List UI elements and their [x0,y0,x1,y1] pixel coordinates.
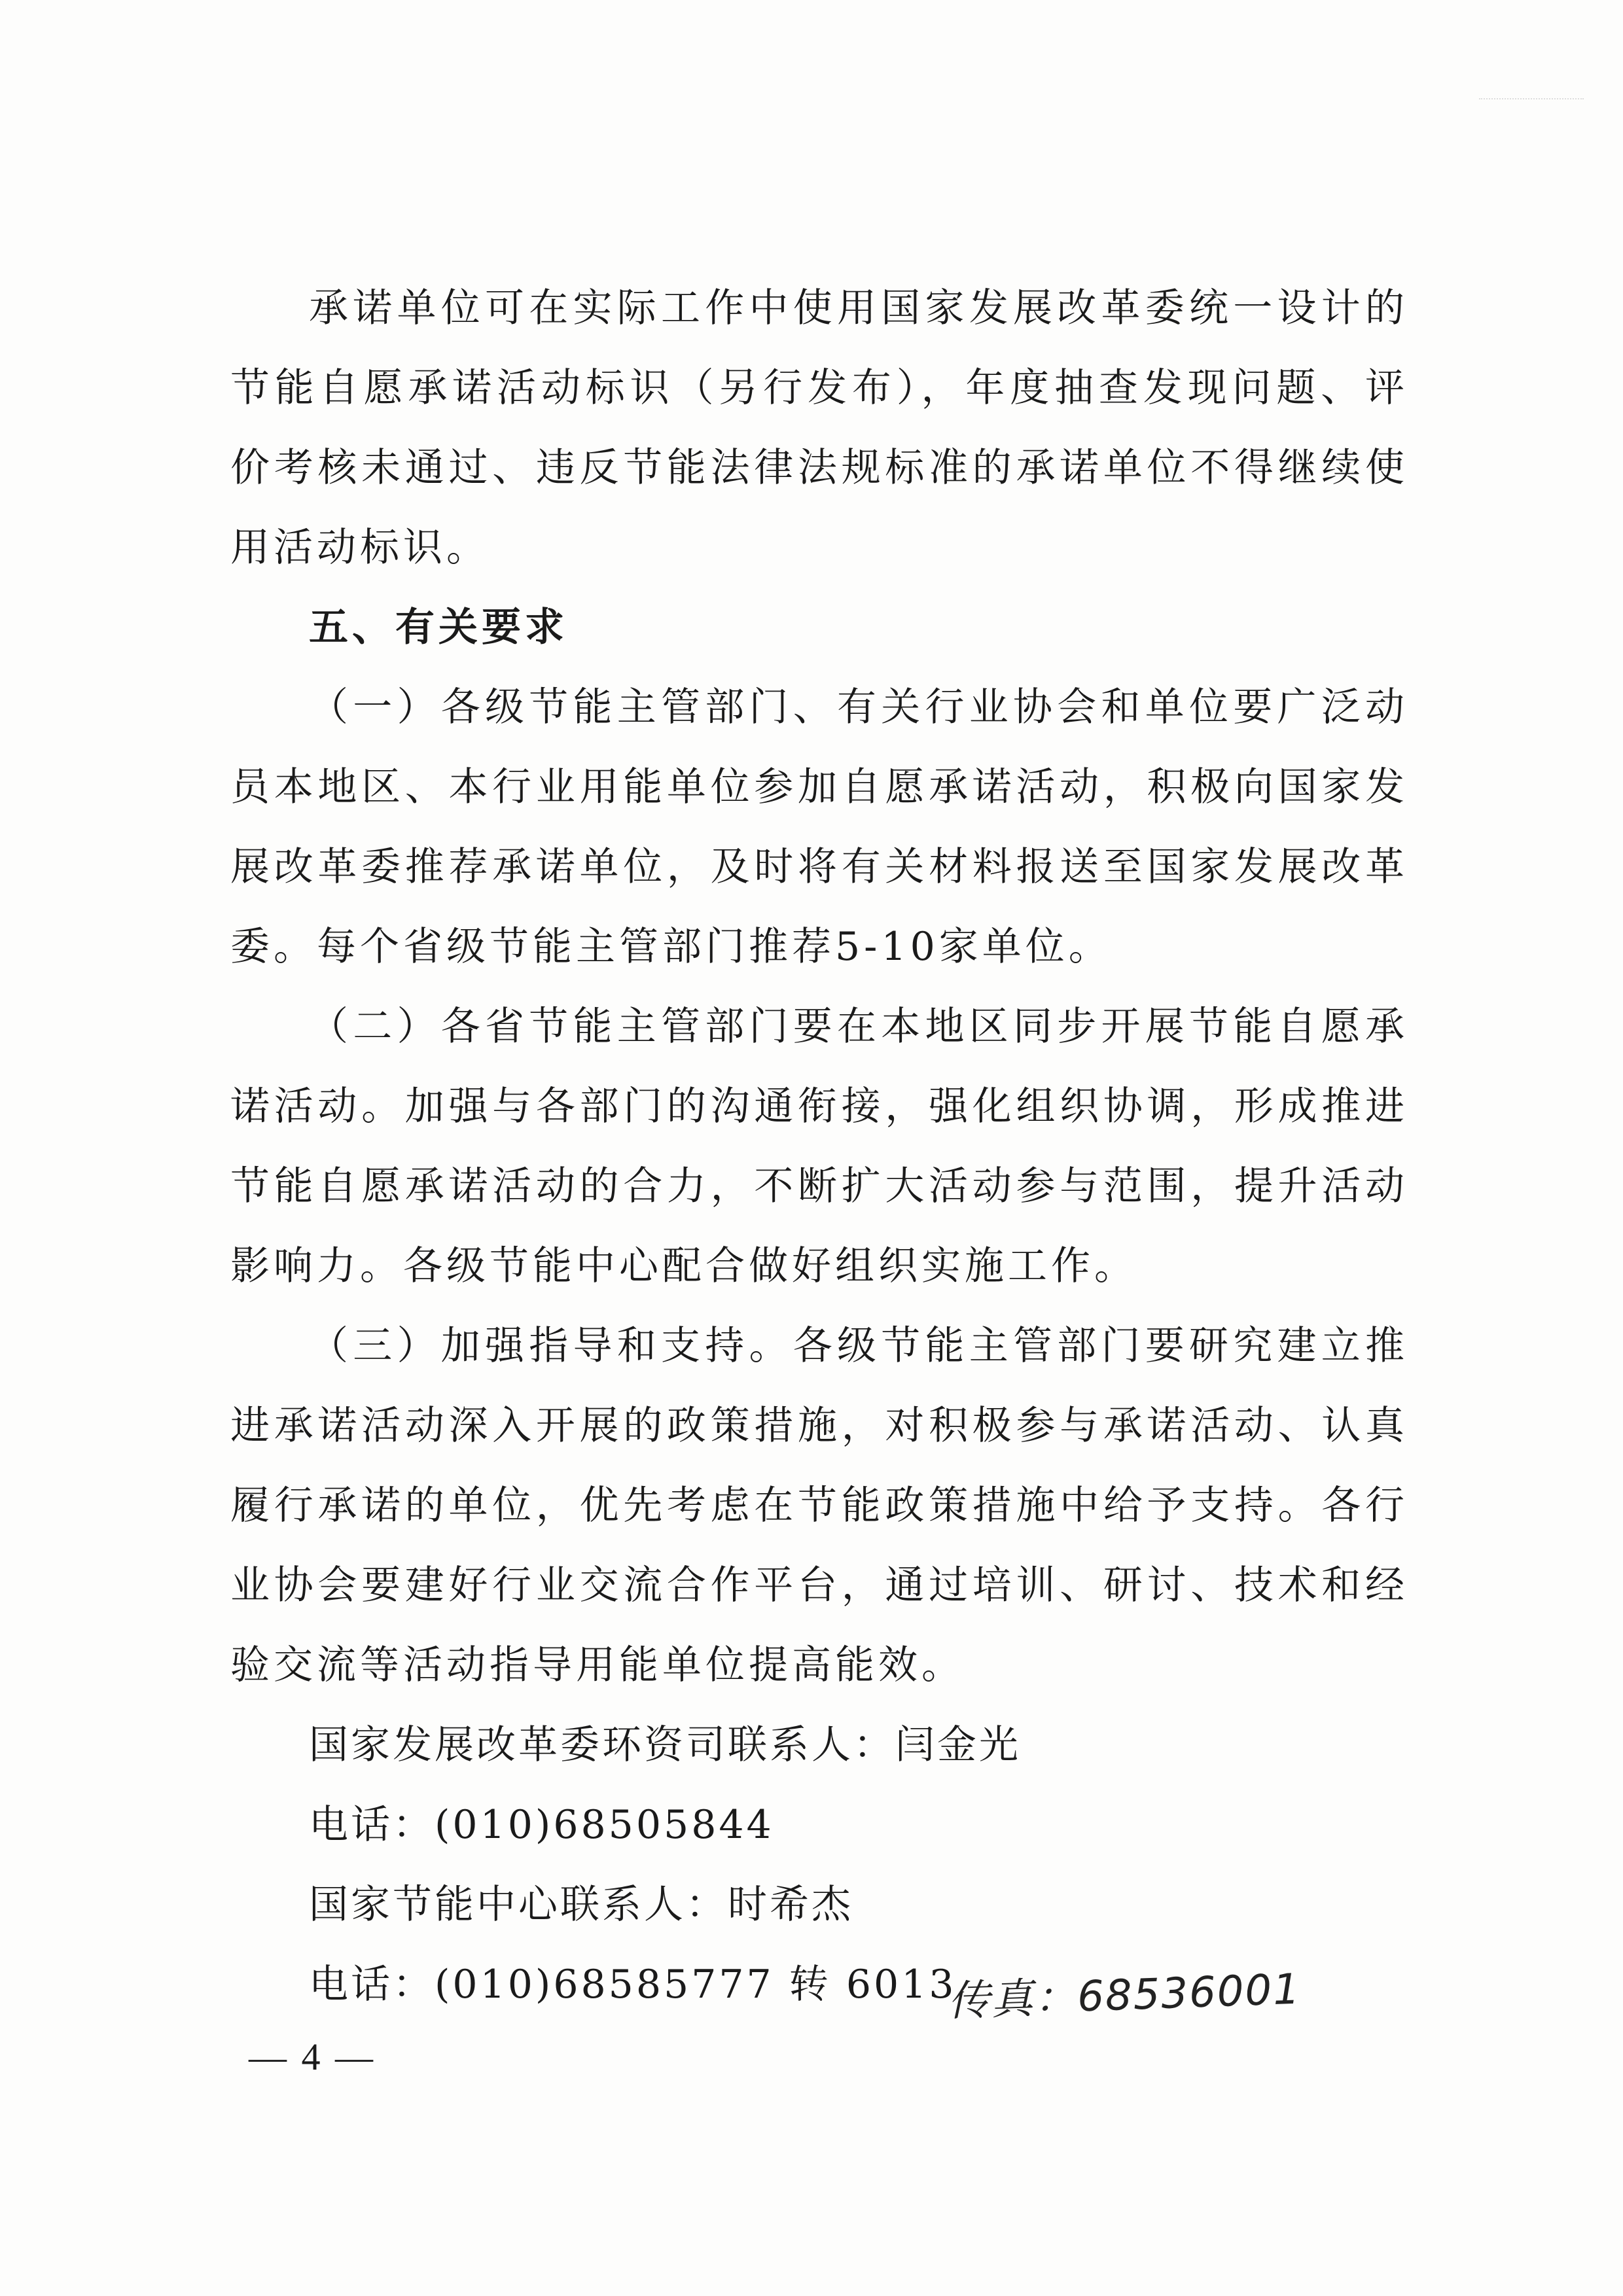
handwritten-fax-note: 传真：68536001 [947,1965,1302,2026]
contact-center-phone: 电话：(010)68585777 转 6013 [309,1962,957,2007]
contact-ndrc-name: 国家发展改革委环资司联系人：闫金光 [309,1722,1021,1768]
paragraph-requirement-3: （三）加强指导和支持。各级节能主管部门要研究建立推进承诺活动深入开展的政策措施，对积极参与承诺活动、认真履行承诺的单位，优先考虑在节能政策措施中给予支持。各行业协会要建好行业交流合作平台，通过培训、研讨、技术和经验交流等活动指导用能单位提高能效。 [230,1323,1408,1688]
page-number: — 4 — [249,2036,376,2078]
document-body [230,268,1408,2024]
section-heading-requirements: 五、有关要求 [309,605,568,650]
paragraph-logo-usage: 承诺单位可在实际工作中使用国家发展改革委统一设计的节能自愿承诺活动标识（另行发布），年度抽查发现问题、评价考核未通过、违反节能法律法规标准的承诺单位不得继续使用活动标识。 [230,285,1408,571]
contact-center-name: 国家节能中心联系人：时希杰 [309,1882,853,1928]
paragraph-requirement-2: （二）各省节能主管部门要在本地区同步开展节能自愿承诺活动。加强与各部门的沟通衔接，强化组织协调，形成推进节能自愿承诺活动的合力，不断扩大活动参与范围，提升活动影响力。各级节能中心配合做好组织实施工作。 [230,1004,1408,1289]
contact-ndrc-phone: 电话：(010)68505844 [309,1802,774,1848]
scan-artifact [1479,98,1584,139]
paragraph-requirement-1: （一）各级节能主管部门、有关行业协会和单位要广泛动员本地区、本行业用能单位参加自愿承诺活动，积极向国家发展改革委推荐承诺单位，及时将有关材料报送至国家发展改革委。每个省级节能主管部门推荐5-10家单位。 [230,684,1408,970]
